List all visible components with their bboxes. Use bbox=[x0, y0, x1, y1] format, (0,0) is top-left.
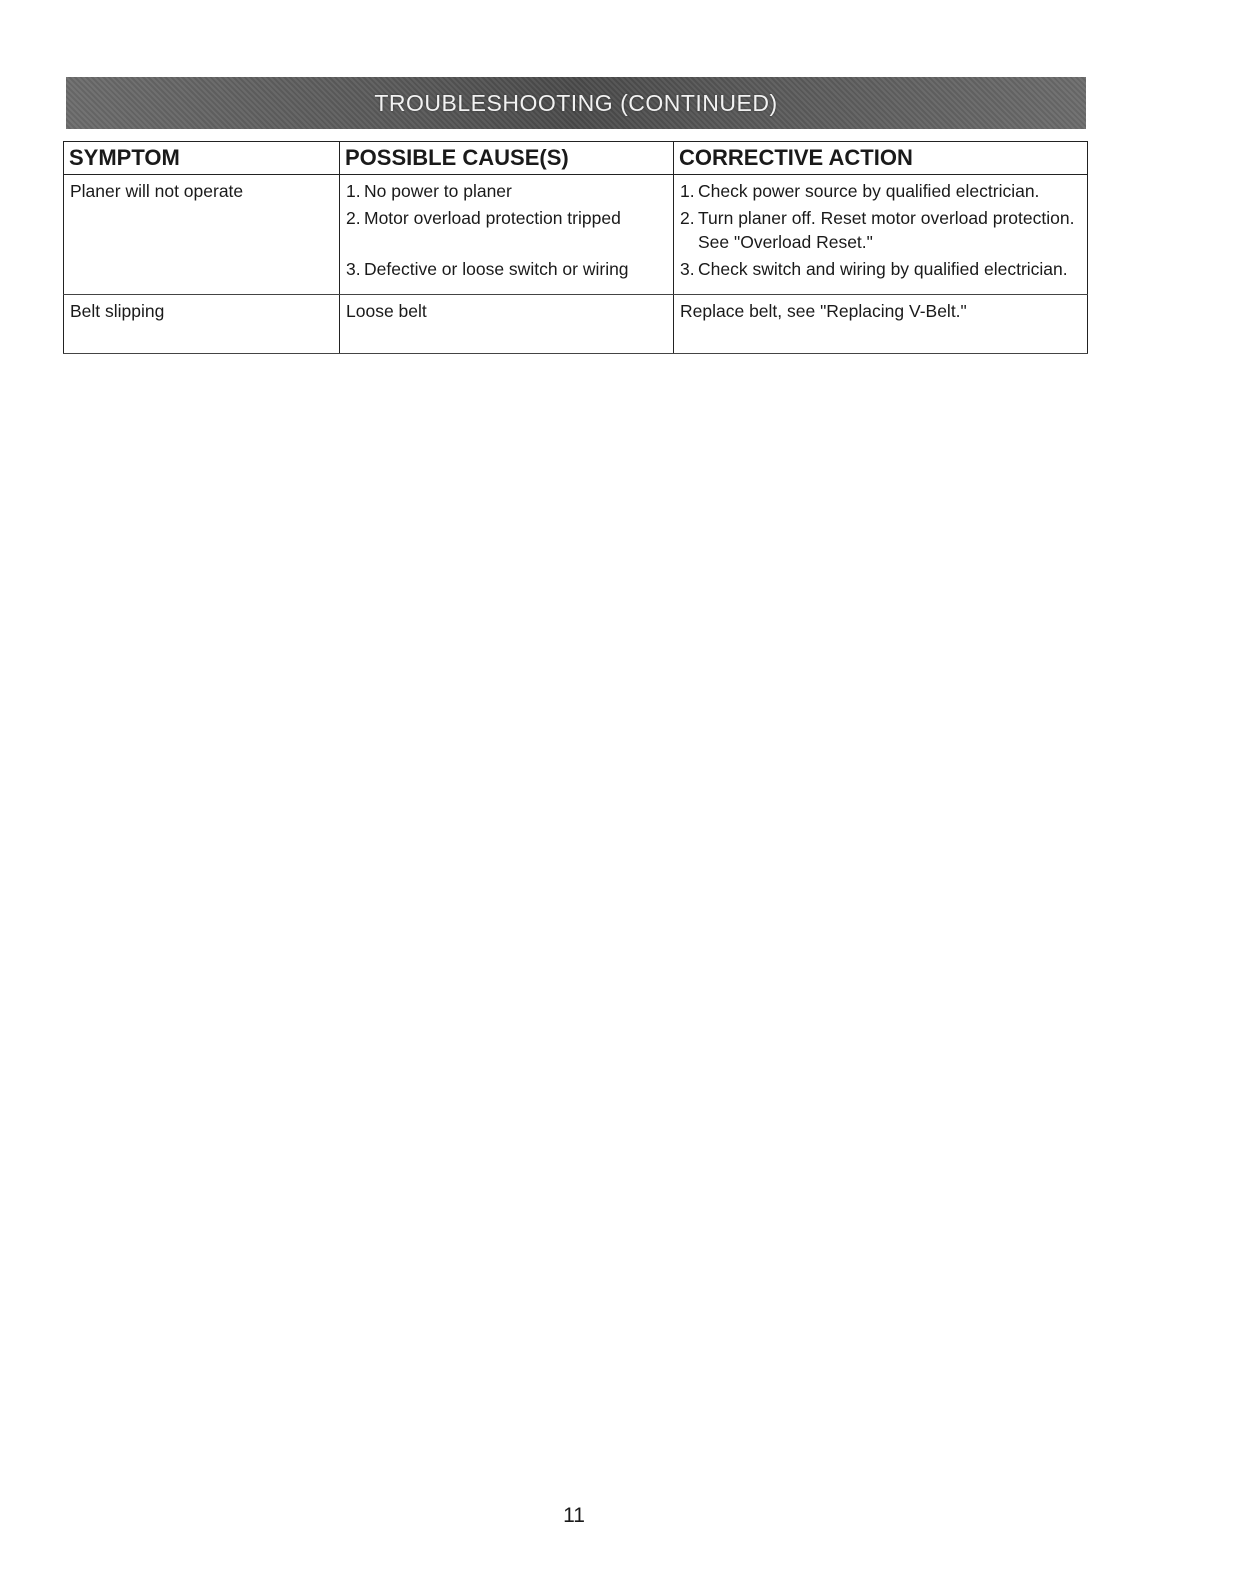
cause-item bbox=[346, 206, 667, 230]
cause-number: 3. bbox=[346, 259, 361, 279]
cause-text: Defective or loose switch or wiring bbox=[364, 259, 629, 279]
cause-number: 2. bbox=[346, 208, 361, 228]
troubleshooting-table bbox=[63, 141, 1088, 354]
symptom-text: Planer will not operate bbox=[70, 181, 244, 201]
cause-item bbox=[346, 257, 667, 281]
header-symptom: SYMPTOM bbox=[64, 142, 340, 175]
symptom-cell bbox=[64, 295, 340, 354]
action-text: Check switch and wiring by qualified electrician. bbox=[698, 259, 1068, 279]
actions-cell bbox=[674, 175, 1088, 295]
table-row bbox=[64, 295, 1088, 354]
action-text: Replace belt, see "Replacing V-Belt." bbox=[680, 301, 967, 321]
action-item bbox=[680, 257, 1081, 281]
causes-cell bbox=[340, 175, 674, 295]
action-number: 1. bbox=[680, 181, 695, 201]
cause-text: No power to planer bbox=[364, 181, 512, 201]
action-text: Turn planer off. Reset motor overload protection. See "Overload Reset." bbox=[698, 208, 1075, 252]
page-number: 11 bbox=[563, 1504, 585, 1527]
action-number: 2. bbox=[680, 208, 695, 228]
symptom-text: Belt slipping bbox=[70, 301, 165, 321]
section-banner bbox=[66, 77, 1086, 129]
cause-text: Loose belt bbox=[346, 301, 427, 321]
section-title: TROUBLESHOOTING (CONTINUED) bbox=[374, 89, 778, 116]
header-possible-causes: POSSIBLE CAUSE(S) bbox=[340, 142, 674, 175]
action-number: 3. bbox=[680, 259, 695, 279]
actions-cell bbox=[674, 295, 1088, 354]
cause-text: Motor overload protection tripped bbox=[364, 208, 621, 228]
table-row bbox=[64, 175, 1088, 295]
cause-item bbox=[346, 179, 667, 203]
symptom-cell bbox=[64, 175, 340, 295]
action-item bbox=[680, 179, 1081, 203]
causes-cell bbox=[340, 295, 674, 354]
action-item bbox=[680, 206, 1081, 254]
cause-number: 1. bbox=[346, 181, 361, 201]
header-corrective-action: CORRECTIVE ACTION bbox=[674, 142, 1088, 175]
table-header-row bbox=[64, 142, 1088, 175]
action-text: Check power source by qualified electrician. bbox=[698, 181, 1040, 201]
